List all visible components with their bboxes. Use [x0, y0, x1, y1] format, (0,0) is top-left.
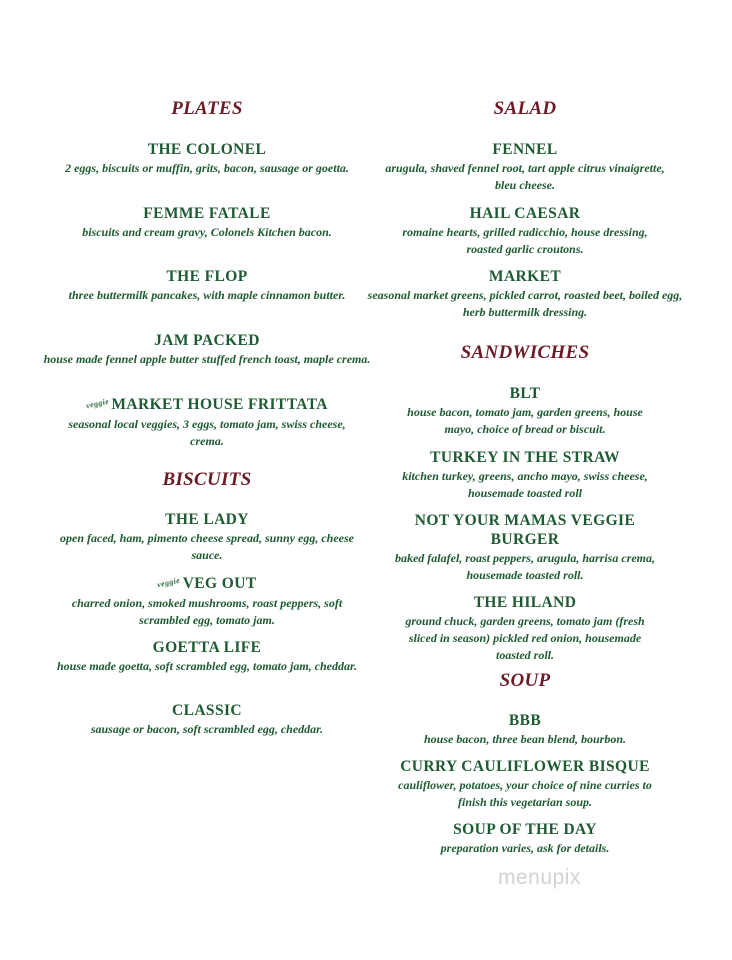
- item-name: HAIL CAESAR: [469, 205, 581, 222]
- item-description: ground chuck, garden greens, tomato jam (fresh sliced in season) pickled red onion, housemade toasted roll.: [405, 614, 645, 662]
- section-title-biscuits: BISCUITS: [162, 469, 252, 490]
- item-name: THE FLOP: [166, 268, 248, 285]
- menu-item-the-flop: [37, 267, 377, 304]
- item-description: house bacon, tomato jam, garden greens, house mayo, choice of bread or biscuit.: [407, 405, 643, 436]
- item-description: house made goetta, soft scrambled egg, tomato jam, cheddar.: [57, 659, 357, 673]
- menu-item-hail-caesar: [355, 204, 695, 258]
- item-description: house bacon, three bean blend, bourbon.: [423, 732, 627, 746]
- veggie-icon: veggie: [156, 575, 182, 590]
- item-name: FEMME FATALE: [143, 205, 271, 222]
- item-name: [37, 574, 377, 594]
- item-name: [37, 395, 377, 415]
- section-title-sandwiches: SANDWICHES: [460, 342, 590, 363]
- veggie-icon: veggie: [85, 396, 111, 411]
- item-name: SOUP OF THE DAY: [453, 821, 597, 838]
- menu-item-soup-of-the-day: [355, 820, 695, 857]
- item-name: CURRY CAULIFLOWER BISQUE: [400, 758, 650, 775]
- item-description: cauliflower, potatoes, your choice of nine curries to finish this vegetarian soup.: [398, 778, 652, 809]
- item-name: THE LADY: [165, 511, 249, 528]
- menu-item-fennel: [355, 140, 695, 194]
- menu-item-veg-out: [37, 574, 377, 629]
- item-description: open faced, ham, pimento cheese spread, sunny egg, cheese sauce.: [60, 531, 354, 562]
- item-name: TURKEY IN THE STRAW: [430, 449, 620, 466]
- item-name: NOT YOUR MAMAS VEGGIE BURGER: [414, 512, 636, 548]
- item-name: BBB: [508, 712, 542, 729]
- item-description: 2 eggs, biscuits or muffin, grits, bacon, sausage or goetta.: [65, 161, 349, 175]
- item-name: CLASSIC: [172, 702, 242, 719]
- item-name: THE HILAND: [473, 594, 577, 611]
- item-name: MARKET: [488, 268, 562, 285]
- item-description: three buttermilk pancakes, with maple cinnamon butter.: [68, 288, 346, 302]
- item-description: seasonal local veggies, 3 eggs, tomato jam, swiss cheese, crema.: [68, 416, 346, 448]
- menu-item-femme-fatale: [37, 204, 377, 241]
- item-description: arugula, shaved fennel root, tart apple citrus vinaigrette, bleu cheese.: [385, 161, 665, 192]
- item-name-text: VEG OUT: [182, 575, 257, 592]
- item-name: JAM PACKED: [154, 332, 260, 349]
- menu-item-goetta-life: [37, 638, 377, 675]
- menu-item-turkey-in-the-straw: [355, 448, 695, 502]
- item-name: THE COLONEL: [147, 141, 267, 158]
- item-name: FENNEL: [492, 141, 558, 158]
- item-name: GOETTA LIFE: [152, 639, 262, 656]
- menu-item-the-hiland: [355, 593, 695, 664]
- menu-item-market: [355, 267, 695, 321]
- section-title-plates: PLATES: [171, 98, 243, 119]
- item-description: sausage or bacon, soft scrambled egg, cheddar.: [90, 722, 324, 736]
- item-description: seasonal market greens, pickled carrot, roasted beet, boiled egg, herb buttermilk dressing.: [367, 288, 683, 319]
- menu-item-classic: [37, 701, 377, 738]
- item-name: BLT: [509, 385, 541, 402]
- menu-item-jam-packed: [37, 331, 377, 368]
- item-description: romaine hearts, grilled radicchio, house dressing, roasted garlic croutons.: [402, 225, 648, 256]
- item-description: house made fennel apple butter stuffed french toast, maple crema.: [43, 352, 371, 366]
- menu-item-market-house-frittata: [37, 395, 377, 450]
- menu-item-the-lady: [37, 510, 377, 564]
- item-description: preparation varies, ask for details.: [440, 841, 610, 855]
- menu-item-veggie-burger: [355, 511, 695, 584]
- menu-item-blt: [355, 384, 695, 438]
- item-description: charred onion, smoked mushrooms, roast peppers, soft scrambled egg, tomato jam.: [71, 595, 343, 627]
- section-title-soup: SOUP: [499, 670, 551, 691]
- item-name-text: MARKET HOUSE FRITTATA: [111, 396, 328, 413]
- menu-item-the-colonel: [37, 140, 377, 177]
- item-description: kitchen turkey, greens, ancho mayo, swiss cheese, housemade toasted roll: [402, 469, 648, 500]
- section-title-salad: SALAD: [493, 98, 557, 119]
- menu-item-curry-cauliflower-bisque: [355, 757, 695, 811]
- item-description: biscuits and cream gravy, Colonels Kitchen bacon.: [82, 225, 332, 239]
- watermark-logo: menupix: [498, 866, 581, 889]
- item-description: baked falafel, roast peppers, arugula, harrisa crema, housemade toasted roll.: [394, 551, 655, 582]
- menu-item-bbb: [355, 711, 695, 748]
